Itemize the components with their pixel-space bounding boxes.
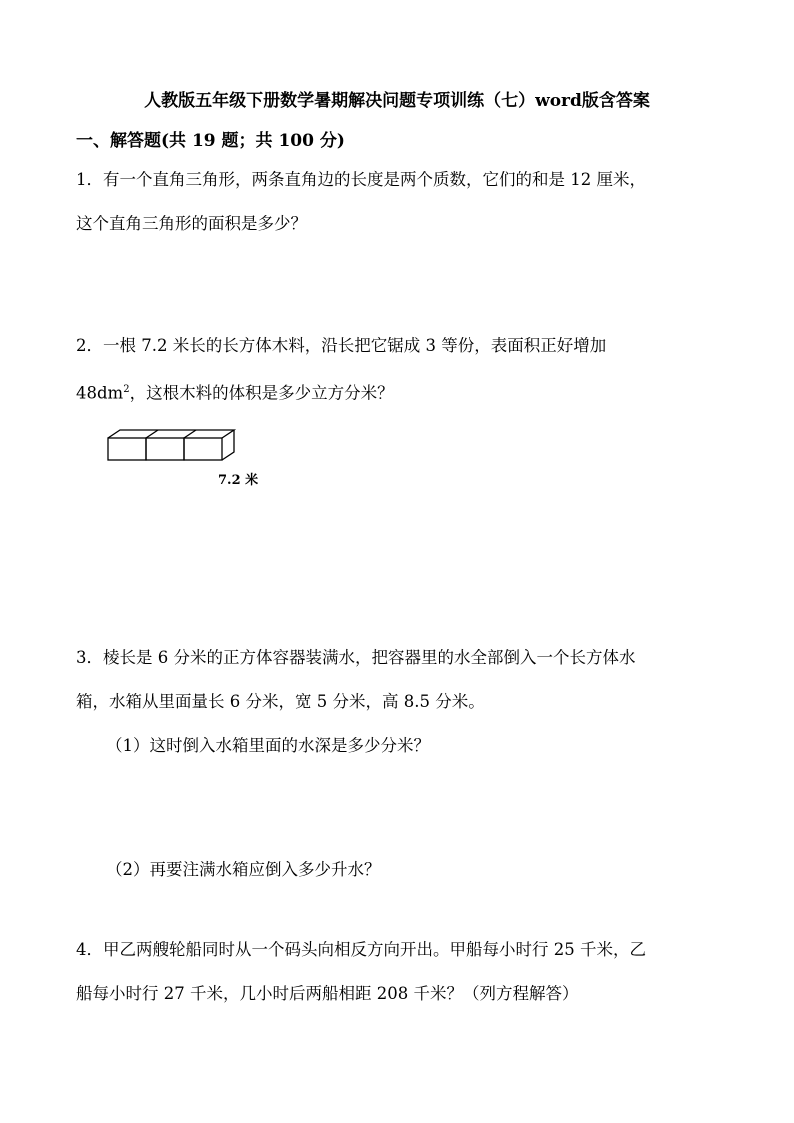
block-1-front <box>108 438 146 460</box>
question-3-subquestion-1: （1）这时倒入水箱里面的水深是多少分米？ <box>106 736 430 755</box>
question-2-line-2 <box>76 368 718 416</box>
question-1-line-2: 这个直角三角形的面积是多少？ <box>76 214 307 233</box>
document-title: 人教版五年级下册数学暑期解决问题专项训练（七）word版含答案 <box>144 91 650 111</box>
block-divider-top-1 <box>146 430 158 438</box>
question-2-exponent: 2 <box>123 384 130 395</box>
block-3-front <box>184 438 222 460</box>
question-1-line-1: 1．有一个直角三角形，两条直角边的长度是两个质数，它们的和是 12 厘米， <box>76 170 646 189</box>
figure-length-label: 7.2 米 <box>218 473 259 488</box>
question-4-line-2: 船每小时行 27 千米，几小时后两船相距 208 千米？（列方程解答） <box>76 984 579 1003</box>
blocks-top-face <box>108 430 234 438</box>
question-3-subquestion-2: （2）再要注满水箱应倒入多少升水？ <box>106 860 381 879</box>
question-2-line-2-text: ，这根木料的体积是多少立方分米？ <box>129 383 394 403</box>
question-2-line-1: 2．一根 7.2 米长的长方体木料，沿长把它锯成 3 等份，表面积正好增加 <box>76 336 607 355</box>
block-divider-top-2 <box>184 430 196 438</box>
section-heading: 一、解答题(共 19 题；共 100 分) <box>76 131 345 151</box>
question-3-line-1: 3．棱长是 6 分米的正方体容器装满水，把容器里的水全部倒入一个长方体水 <box>76 648 636 667</box>
question-2-area-value: 48dm <box>76 383 124 403</box>
block-2-front <box>146 438 184 460</box>
question-3-line-2: 箱，水箱从里面量长 6 分米，宽 5 分米，高 8.5 分米。 <box>76 692 485 711</box>
question-4-line-1: 4．甲乙两艘轮船同时从一个码头向相反方向开出。甲船每小时行 25 千米，乙 <box>76 940 646 959</box>
wood-blocks-figure <box>104 424 244 466</box>
